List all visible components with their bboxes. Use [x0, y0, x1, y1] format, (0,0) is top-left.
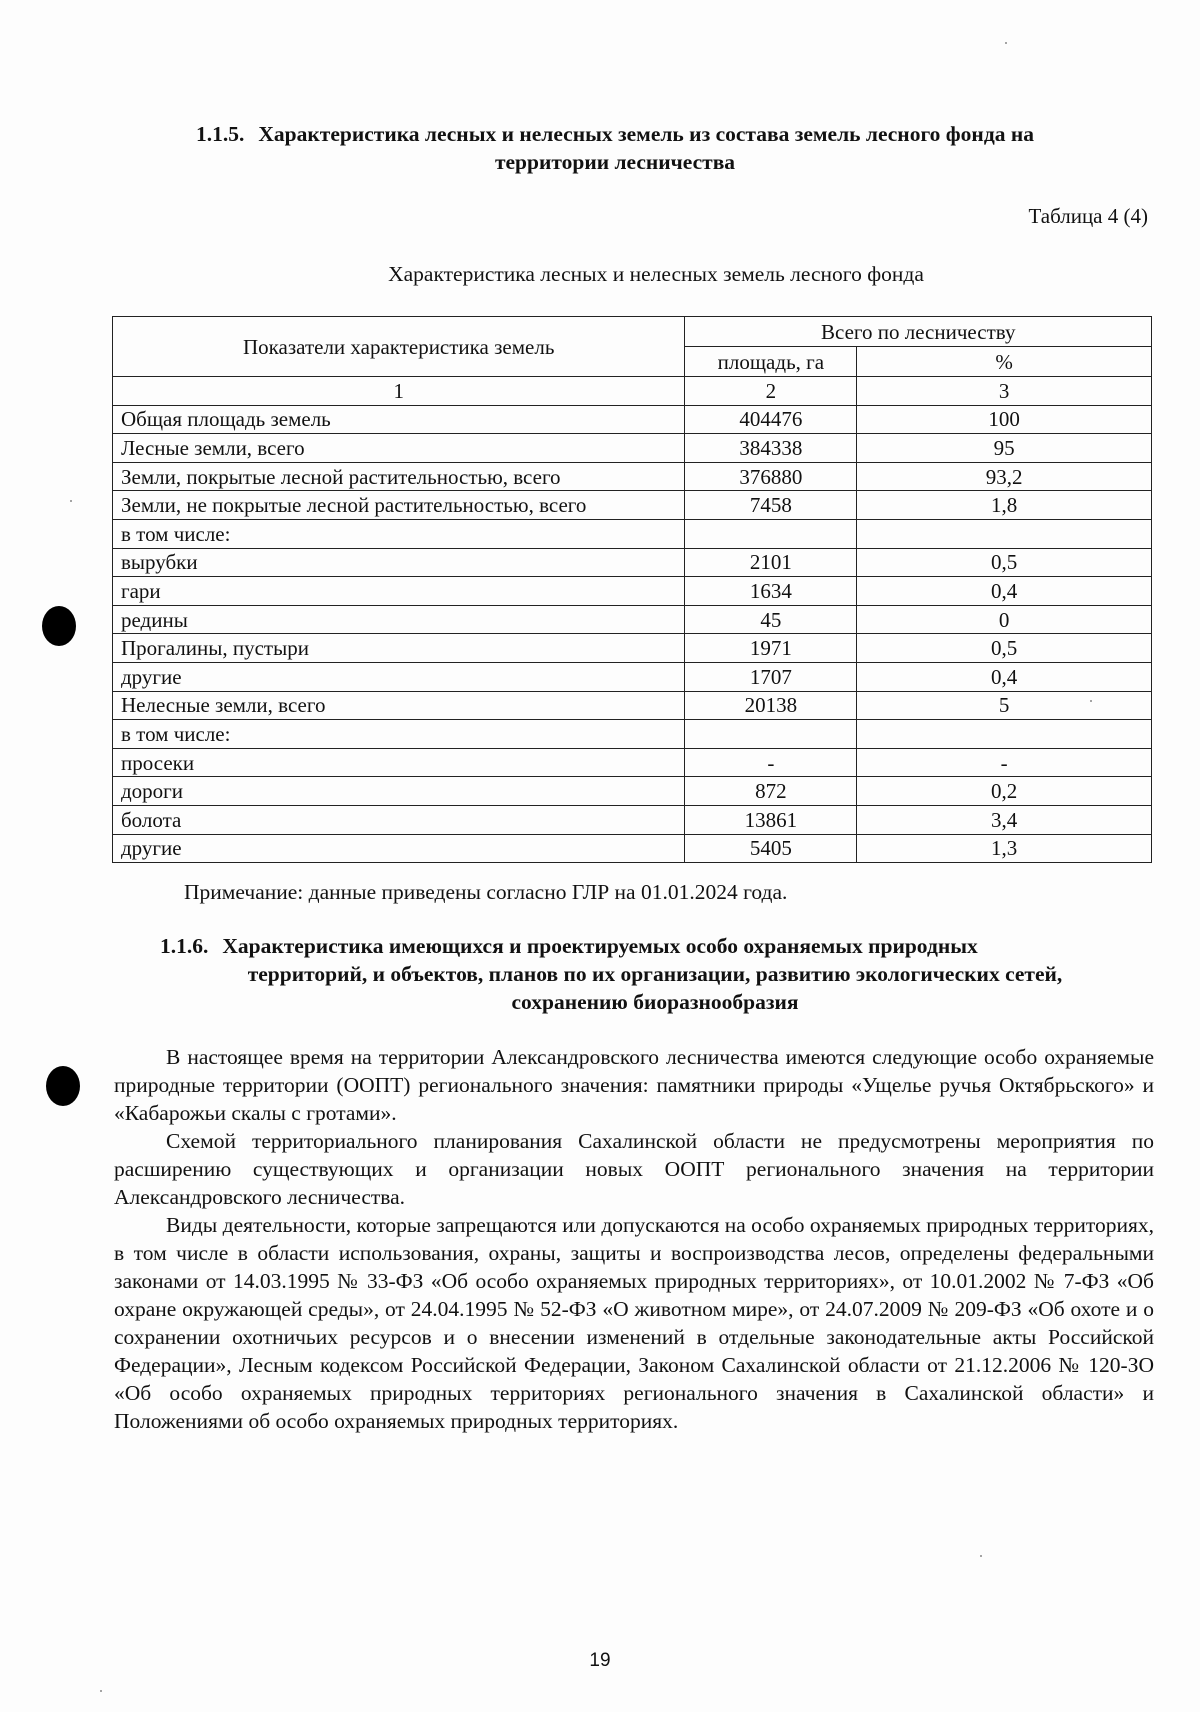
header-indicator: Показатели характеристика земель: [113, 317, 685, 377]
row-percent: 0,2: [857, 777, 1152, 806]
page-number: 19: [589, 1650, 611, 1671]
row-area: [685, 519, 857, 548]
table-row: [113, 720, 1152, 749]
table-row: [113, 548, 1152, 577]
row-percent: 93,2: [857, 462, 1152, 491]
row-percent: 1,3: [857, 834, 1152, 863]
row-percent: 0,4: [857, 662, 1152, 691]
header-percent: %: [857, 347, 1152, 377]
column-number: 1: [113, 377, 685, 406]
row-label: в том числе:: [113, 720, 685, 749]
table-row: [113, 491, 1152, 520]
row-area: 872: [685, 777, 857, 806]
body-text: [114, 1043, 1154, 1435]
row-label: в том числе:: [113, 519, 685, 548]
table-row: [113, 662, 1152, 691]
row-area: 7458: [685, 491, 857, 520]
table-row: [113, 462, 1152, 491]
table-row: [113, 777, 1152, 806]
section-title-line: территорий, и объектов, планов по их организации, развитию экологических сетей,: [247, 962, 1063, 986]
row-label: болота: [113, 805, 685, 834]
table-note: Примечание: данные приведены согласно ГЛР на 01.01.2024 года.: [184, 880, 788, 904]
section-title-line: сохранению биоразнообразия: [511, 990, 799, 1014]
row-percent: 3,4: [857, 805, 1152, 834]
row-label: просеки: [113, 748, 685, 777]
scan-speck: [1090, 700, 1092, 702]
section-heading-1-1-6: [160, 932, 1150, 1016]
punch-hole-mark: [46, 1066, 80, 1106]
column-number: 3: [857, 377, 1152, 406]
section-title-line: Характеристика имеющихся и проектируемых особо охраняемых природных: [222, 934, 978, 958]
row-area: 2101: [685, 548, 857, 577]
row-label: Земли, не покрытые лесной растительностью, всего: [113, 491, 685, 520]
row-percent: 100: [857, 405, 1152, 434]
row-percent: 5: [857, 691, 1152, 720]
row-percent: 95: [857, 434, 1152, 463]
header-area: площадь, га: [685, 347, 857, 377]
row-area: 13861: [685, 805, 857, 834]
row-area: -: [685, 748, 857, 777]
table-row: [113, 519, 1152, 548]
table-header-row: [113, 317, 1152, 347]
table-row: [113, 691, 1152, 720]
table-number: Таблица 4 (4): [1028, 204, 1148, 228]
table-row: [113, 805, 1152, 834]
row-area: 404476: [685, 405, 857, 434]
row-label: дороги: [113, 777, 685, 806]
table-row: [113, 405, 1152, 434]
section-title-line: Характеристика лесных и нелесных земель из состава земель лесного фонда на: [258, 122, 1034, 146]
row-label: гари: [113, 577, 685, 606]
row-label: Прогалины, пустыри: [113, 634, 685, 663]
punch-hole-mark: [42, 606, 76, 646]
section-heading-1-1-5: [110, 120, 1120, 176]
row-label: Лесные земли, всего: [113, 434, 685, 463]
row-label: Земли, покрытые лесной растительностью, всего: [113, 462, 685, 491]
header-total: Всего по лесничеству: [685, 317, 1152, 347]
table-row: [113, 634, 1152, 663]
table-title: Характеристика лесных и нелесных земель лесного фонда: [388, 262, 924, 286]
row-area: 20138: [685, 691, 857, 720]
section-number: 1.1.6.: [160, 934, 209, 958]
table-row: [113, 605, 1152, 634]
table-row: [113, 577, 1152, 606]
row-percent: 1,8: [857, 491, 1152, 520]
row-percent: 0,4: [857, 577, 1152, 606]
land-characteristics-table: [112, 316, 1152, 863]
row-area: 45: [685, 605, 857, 634]
row-area: 5405: [685, 834, 857, 863]
row-area: 1707: [685, 662, 857, 691]
scan-speck: [100, 1690, 102, 1692]
column-number: 2: [685, 377, 857, 406]
row-label: Нелесные земли, всего: [113, 691, 685, 720]
paragraph: В настоящее время на территории Александровского лесничества имеются следующие особо охраняемые природные территории (ООПТ) регионального значения: памятники природы «Ущелье ручья Октябрьского» и «Кабарожьи скалы с гротами».: [114, 1045, 1154, 1125]
table-row: [113, 434, 1152, 463]
row-area: 1971: [685, 634, 857, 663]
table-row: [113, 748, 1152, 777]
row-label: редины: [113, 605, 685, 634]
row-percent: 0,5: [857, 634, 1152, 663]
row-area: 376880: [685, 462, 857, 491]
table-row: [113, 834, 1152, 863]
paragraph: Виды деятельности, которые запрещаются или допускаются на особо охраняемых природных территориях, в том числе в области использования, охраны, защиты и воспроизводства лесов, определены федеральными законами от 14.03.1995 № 33-ФЗ «Об особо охраняемых природных территориях», от 10.01.2002 № 7-ФЗ «Об охране окружающей среды», от 24.04.1995 № 52-ФЗ «О животном мире», от 24.07.2009 № 209-ФЗ «Об охоте и о сохранении охотничьих ресурсов и о внесении изменений в отдельные законодательные акты Российской Федерации», Лесным кодексом Российской Федерации, Законом Сахалинской области от 21.12.2006 № 120-ЗО «Об особо охраняемых природных территориях регионального значения в Сахалинской области» и Положениями об особо охраняемых природных территориях.: [114, 1213, 1154, 1433]
table-body: [113, 405, 1152, 863]
scan-speck: [980, 1555, 982, 1557]
section-title-line: территории лесничества: [494, 150, 736, 174]
row-label: другие: [113, 662, 685, 691]
section-number: 1.1.5.: [196, 122, 245, 146]
scan-speck: [1005, 42, 1007, 44]
row-label: другие: [113, 834, 685, 863]
row-area: [685, 720, 857, 749]
row-percent: [857, 519, 1152, 548]
row-area: 1634: [685, 577, 857, 606]
table-column-numbers-row: [113, 377, 1152, 406]
row-percent: 0: [857, 605, 1152, 634]
row-label: Общая площадь земель: [113, 405, 685, 434]
row-percent: [857, 720, 1152, 749]
scan-speck: [70, 500, 72, 502]
row-area: 384338: [685, 434, 857, 463]
row-percent: -: [857, 748, 1152, 777]
row-label: вырубки: [113, 548, 685, 577]
row-percent: 0,5: [857, 548, 1152, 577]
paragraph: Схемой территориального планирования Сахалинской области не предусмотрены мероприятия по расширению существующих и организации новых ООПТ регионального значения на территории Александровского лесничества.: [114, 1129, 1154, 1209]
